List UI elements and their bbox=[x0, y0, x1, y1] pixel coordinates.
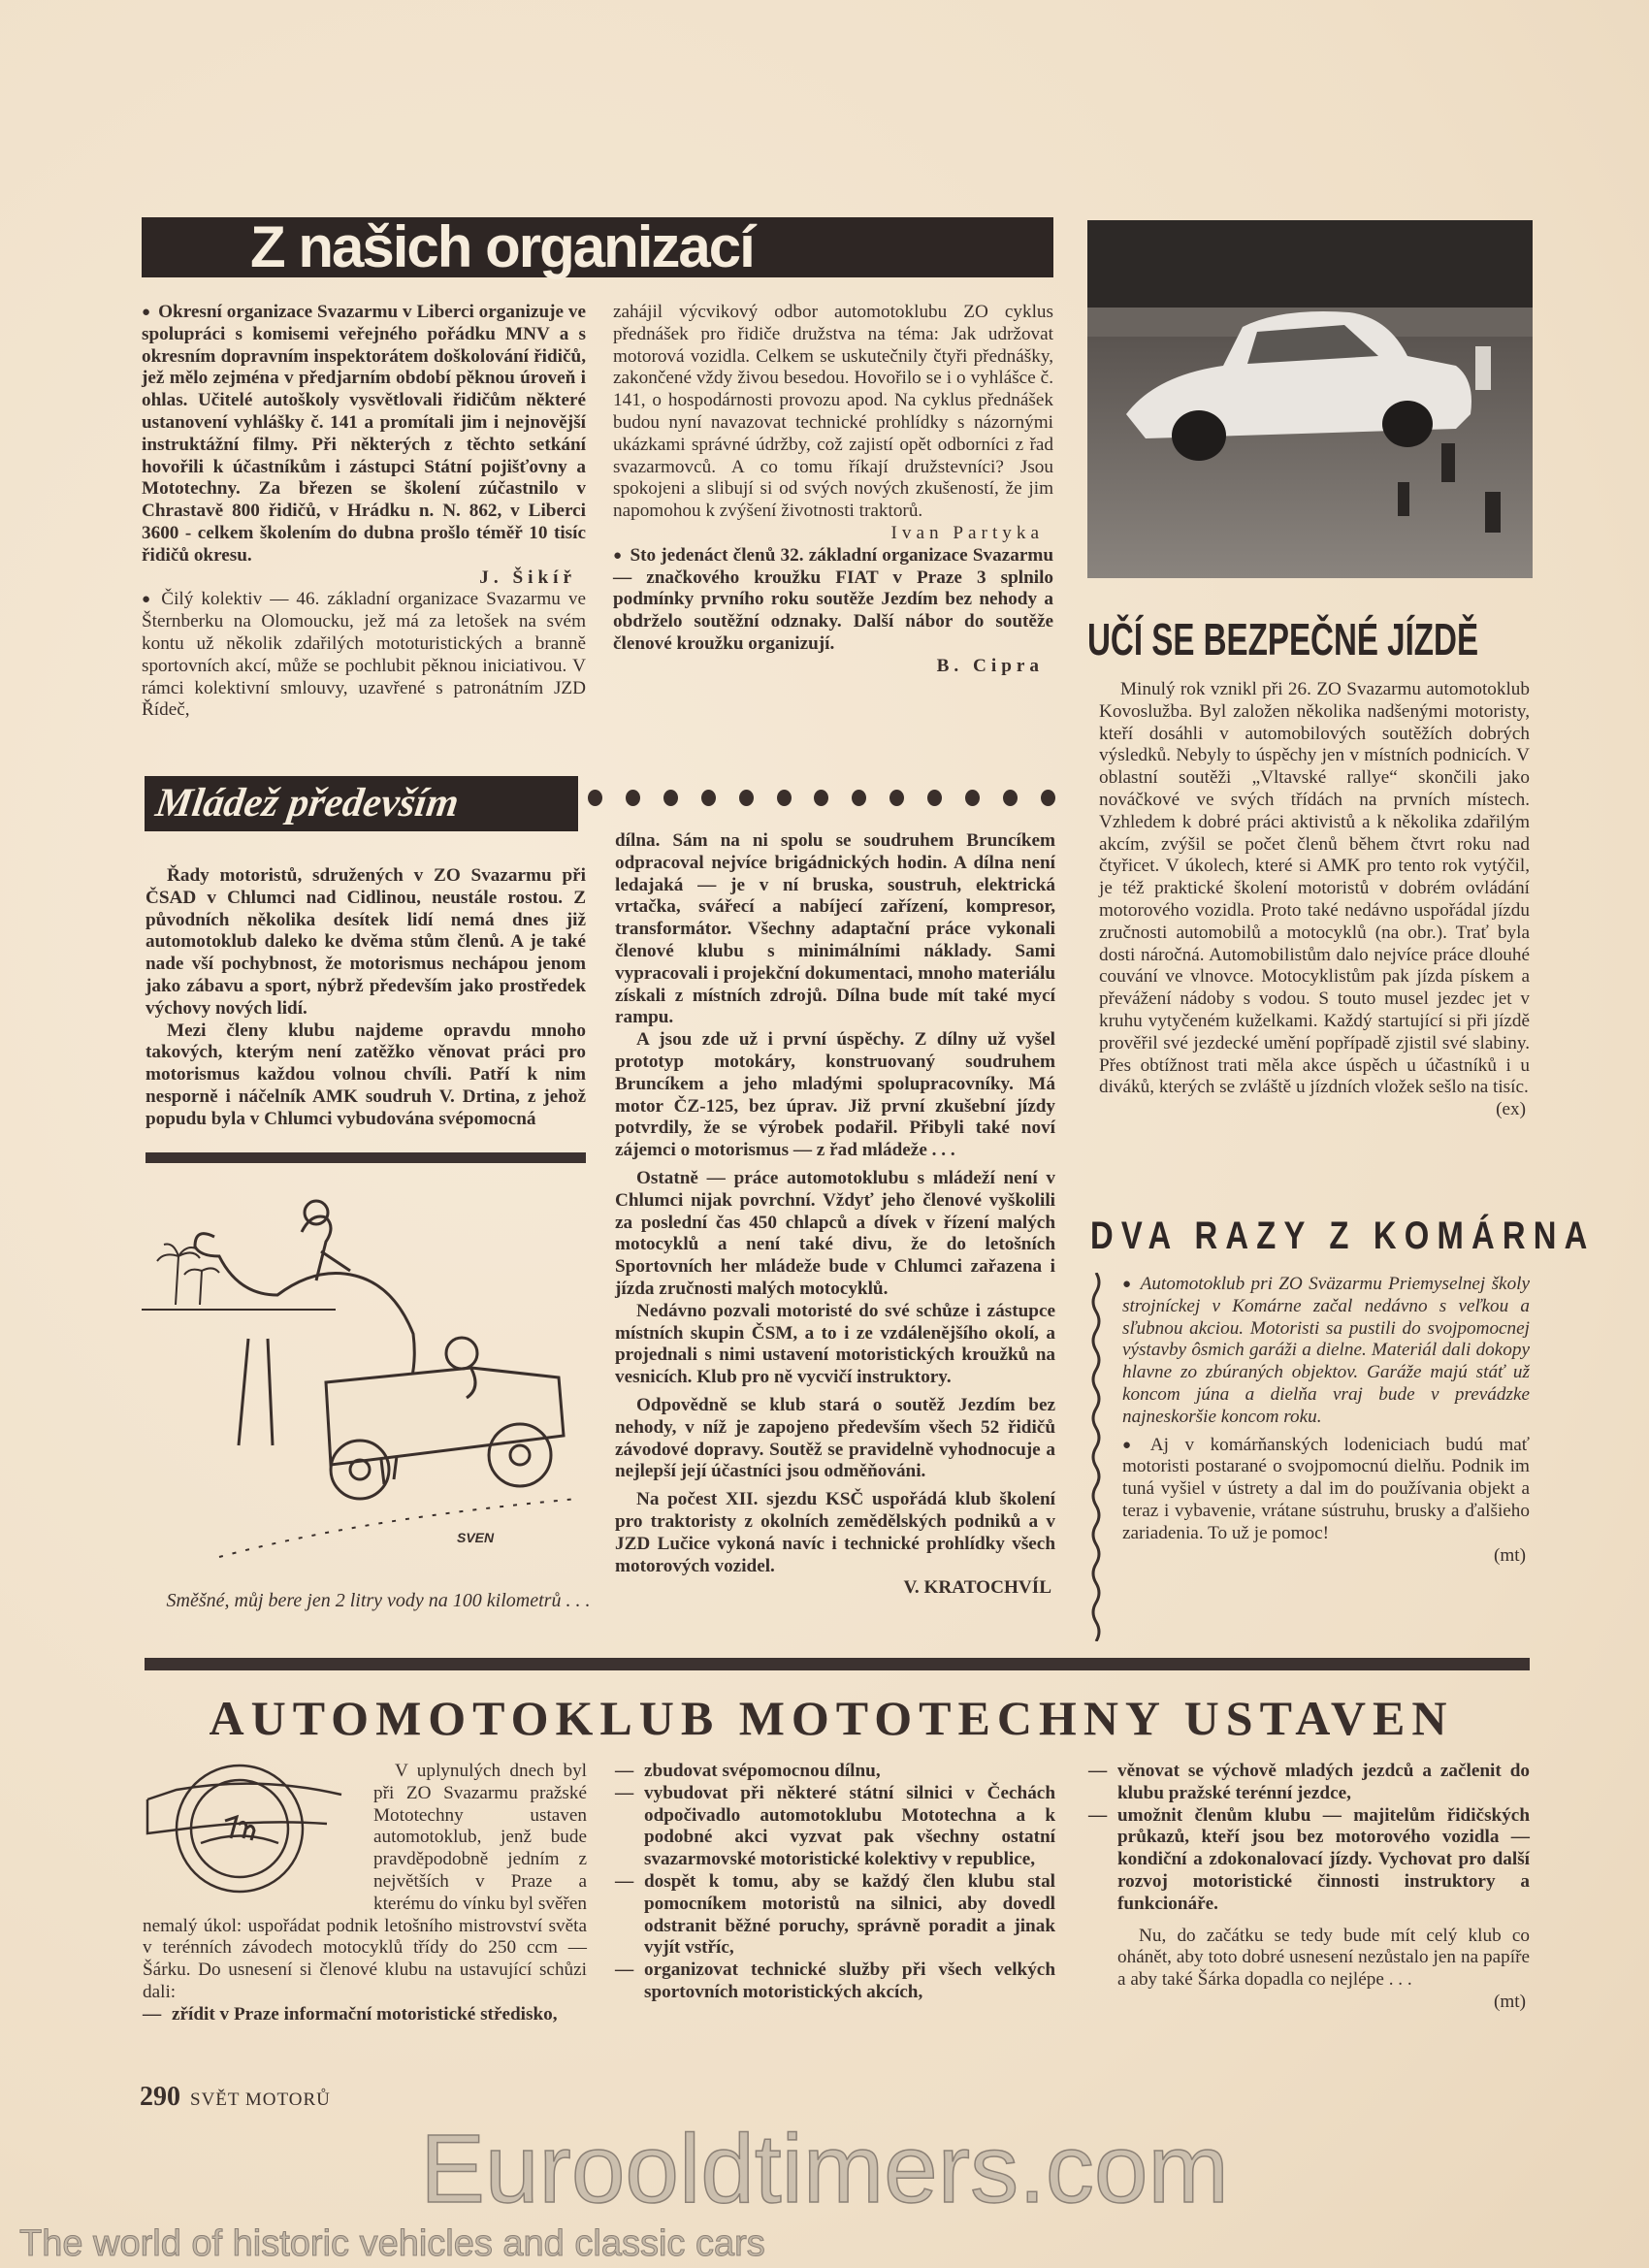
article-text: A jsou zde už i první úspěchy. Z dílny už vyšel prototyp motokáry, konstruovaný soudruhem Bruncíkem a jeho mladými spolupracovníky. Má motor ČZ-125, bez úprav. Již první zkušební jízdy potvrdily, že se výrobek podařil. Přibyli také noví zájemci o motorismus — z řad mládeže . . . bbox=[615, 1029, 1055, 1161]
resolution-item: — dospět k tomu, aby se každý člen klubu stal pomocníkem motoristů na silnici, aby dovedl odstranit běžné poruchy, správně poradit a jinak vyjít vstříc, bbox=[615, 1870, 1055, 1959]
article-text: dílna. Sám na ni spolu se soudruhem Bruncíkem odpracoval nejvíce brigádnických hodin. A dílna není ledajaká — je v ní bruska, soustruh, elektrická vrtačka, svářecí a nabíjecí zařízení, kompresor, transformátor. Všechny adaptační práce vykonali členové klubu s minimálními náklady. Sami vypracovali i projekční dokumentaci, mnoho materiálu získali z místních zdrojů. Dílna bude mít také mycí rampu. bbox=[615, 830, 1055, 1028]
automotoklub-title: AUTOMOTOKLUB MOTOTECHNY USTAVEN bbox=[209, 1691, 1454, 1745]
article-text: Nu, do začátku se tedy bude mít celý klub co ohánět, aby toto dobré usnesení nezůstalo jen na papíře a aby také Šárka dopadla co nejlépe . . . bbox=[1117, 1925, 1530, 1991]
bullet-icon: ● bbox=[613, 547, 623, 564]
resolution-item: — zřídit v Praze informační motoristické středisko, bbox=[143, 2003, 558, 2025]
resolution-item: — organizovat technické služby při všech velkých sportovních motoristických akcích, bbox=[615, 1960, 1055, 2002]
youth-column-1 bbox=[146, 865, 586, 1131]
article-text: Automotoklub pri ZO Sväzarmu Priemyselnej školy strojníckej v Komárne začal nedávno s veľkou a sľubnou akciou. Motoristi sa pustili do svojpomocnej výstavby ôsmich garáži a dielne. Materiál dali dokopy hlavne zo zbúraných objektov. Garáže majú stáť už koncom júna a dielňa vraj bude v prevádzke najneskoršie koncom roku. bbox=[1122, 1274, 1531, 1427]
author-signature: (mt) bbox=[1493, 1544, 1526, 1566]
komarno-column bbox=[1122, 1274, 1530, 1567]
magazine-name: SVĚT MOTORŮ bbox=[190, 2090, 331, 2110]
article-text: Ostatně — práce automotoklubu s mládeží není v Chlumci nijak povrchní. Vždyť jeho členové vyškolili za poslední čas 450 chlapců a dívek v řízení malých motocyklů a není také divu, že do letošních Sportovních her mládeže bude v Chlumci zařazena i jízda zručnosti malých motocyklů. bbox=[615, 1167, 1055, 1299]
resolution-item: — zbudovat svépomocnou dílnu, bbox=[615, 1761, 881, 1781]
automotoklub-column-2 bbox=[615, 1761, 1055, 2004]
resolution-item: — vybudovat při některé státní silnici v Čechách odpočivadlo automotoklubu Mototechna a k podobné akci vyzvat pak všechny ostatní svazarmovské motoristické kolektivy v republice, bbox=[615, 1782, 1055, 1870]
page-footer bbox=[140, 2082, 331, 2113]
article-text: zahájil výcvikový odbor automotoklubu ZO cyklus přednášek pro řidiče družstva na téma: Jak udržovat motorová vozidla. Celkem se uskutečnily čtyři přednášky, zakončené vždy živou besedou. Hovořilo se i o vyhlášce č. 141, o hospodárnosti provozu apod. Na cyklus přednášek budou nyní navazovat technické prohlídky s názornými ukázkami správné údržby, což zajistí opět odborníci z řad svazarmovců. A co tomu říkají družstevníci? Jsou spokojeni a slibují si od svých nových zkušeností, že jim napomohou k zvýšení životnosti traktorů. bbox=[613, 302, 1053, 522]
bullet-icon: ● bbox=[1122, 1437, 1143, 1453]
cartoon-illustration bbox=[142, 1179, 598, 1586]
bullet-icon: ● bbox=[1122, 1277, 1133, 1292]
mototechna-logo bbox=[143, 1761, 373, 1901]
article-text: Odpovědně se klub stará o soutěž Jezdím bez nehody, v níž je zapojeno především všech 52 řidičů závodové dopravy. Soutěž se pravidelně vyhodnocuje a nejlepší její účastníci jsou odměňováni. bbox=[615, 1394, 1055, 1482]
organizations-column-2 bbox=[613, 302, 1053, 678]
page-number: 290 bbox=[140, 2082, 180, 2112]
section-banner-title: Z našich organizací bbox=[250, 214, 754, 279]
organizations-column-1 bbox=[142, 302, 586, 722]
article-text: Mezi členy klubu najdeme opravdu mnoho takových, kterým není zatěžko věnovat práci pro motorismus každou volnou chvíli. Patří k nim nesporně i náčelník AMK soudruh V. Drtina, z jehož popudu byla v Chlumci vybudována svépomocná bbox=[146, 1020, 586, 1129]
youth-banner-title: Mládež především bbox=[152, 781, 462, 826]
dot-divider bbox=[588, 790, 1055, 806]
author-signature: B. Cipra bbox=[936, 655, 1044, 676]
automotoklub-column-1 bbox=[143, 1761, 587, 2026]
author-signature: Ivan Partyka bbox=[890, 522, 1044, 543]
article-text: Čilý kolektiv — 46. základní organizace Svazarmu ve Šternberku na Olomoucku, jež má za letošek na svém kontu už několik zdařilých mototuristických a branně sportovních akcí, může se pochlubit pěknou iniciativou. V rámci kolektivní smlouvy, uzavřené s patronátním JZD Řídeč, bbox=[142, 589, 587, 721]
cartoon-caption: Směšné, můj bere jen 2 litry vody na 100 kilometrů . . . bbox=[166, 1590, 591, 1611]
automotoklub-column-3 bbox=[1088, 1761, 1530, 2014]
author-signature: (ex) bbox=[1496, 1099, 1526, 1120]
rally-photo bbox=[1087, 220, 1533, 578]
article-text: Okresní organizace Svazarmu v Liberci organizuje ve spolupráci s komisemi veřejného pořádku MNV a s okresním dopravním inspektorátem doškolování řidičů, jež mělo zejména v předjarním období pěknou úroveň i ohlas. Učitelé autoškoly vysvětlovali řidičům některé ustanovení vyhlášky č. 141 a promítali jim i nejnovější instruktážní filmy. Při některých z těchto setkání hovořili k účastníkům i zástupci Státní pojišťovny a Mototechny. Za březen se školení zúčastnilo v Chrastavě 800 řidičů, v Hrádku n. N. 862, v Liberci 3600 - celkem školením do dubna prošlo téměř 10 tisíc řidičů okresu. bbox=[142, 302, 587, 566]
youth-banner bbox=[145, 776, 578, 831]
wavy-border bbox=[1090, 1273, 1102, 1641]
safe-driving-title: UČÍ SE BEZPEČNÉ JÍZDĚ bbox=[1087, 614, 1479, 664]
komarno-title: DVA RAZY Z KOMÁRNA bbox=[1090, 1215, 1596, 1257]
article-text: Minulý rok vznikl při 26. ZO Svazarmu automotoklub Kovoslužba. Byl založen několika nadšenými motoristy, kteří dosáhli v automobilových soutěžích dobrých výsledků. Nebyly to úspěchy jen v místních podnicích. V oblastní soutěži „Vltavské rallye“ skončili jako nováčkové ve svých třídách na prvních místech. Vzhledem k dobré práci aktivistů a k několika zdařilým akcím, zvýšil se počet členů během čtvrt roku nad čtyřicet. V úkolech, které si AMK pro tento rok vytýčil, je též praktické školení motoristů v dobrém ovládání motorového vozidla. Proto také nedávno uspořádal jízdu zručnosti automobilů a motocyklů (na obr.). Trať byla dosti náročná. Automobilistům dalo nejvíce práce dlouhé couvání ve vlnovce. Motocyklistům pak jízda pískem a převážení nádoby s vodou. S touto musel jezdec jet v kruhu vytyčeném kuželkami. Každý startující si při jízdě prověřil své jezdecké umění popřípadě zjistil své slabiny. Přes obtížnost trati měla akce úspěch u účastníků i u diváků, kterých se zvláště u jízdních vložek sešlo na tisíc. bbox=[1099, 679, 1530, 1098]
rule bbox=[146, 1152, 586, 1163]
article-text: Sto jedenáct členů 32. základní organizace Svazarmu — značkového kroužku FIAT v Praze 3 splnilo podmínky prvního roku soutěže Jezdím bez nehody a obdrželo soutěžní odznaky. Další nábor do soutěže členové kroužku organizují. bbox=[613, 544, 1053, 654]
section-banner bbox=[142, 214, 1053, 279]
article-text: Nedávno pozvali motoristé do své schůze i zástupce místních skupin ČSM, a to i ze vzdálenějšího okolí, a projednali s nimi ustavení motoristických kroužků na vesnicích. Klub pro ně vycvičí instruktory. bbox=[615, 1300, 1055, 1388]
article-text: Aj v komárňanských lodeniciach budú mať motoristi postarané o svojpomocnú dielňu. Podnik im tuná vyšiel v ústrety a dal im do používania objekt a teraz i vybavenie, vrátane sústruhu, brusky a ďalšieho zariadenia. To už je pomoc! bbox=[1122, 1434, 1531, 1543]
watermark-tagline: The world of historic vehicles and classic cars bbox=[19, 2223, 765, 2264]
article-text: V uplynulých dnech byl při ZO Svazarmu pražské Mototechny ustaven automotoklub, jenž bude pravděpodobně jedním z největších v Praze a kterému do vínku byl svěřen nemalý úkol: uspořádat podnik letošního mistrovství světa v terénních závodech motocyklů třídy do 250 ccm — Šárku. Do usnesení si členové klubu na ustavující schůzi dali: bbox=[143, 1761, 587, 2002]
youth-column-2 bbox=[615, 830, 1055, 1600]
author-signature: J. Šikíř bbox=[479, 567, 576, 588]
resolution-item: — věnovat se výchově mladých jezdců a začlenit do klubu pražské terénní jezdce, bbox=[1088, 1761, 1530, 1803]
author-signature: V. KRATOCHVÍL bbox=[903, 1577, 1051, 1599]
safe-driving-column bbox=[1099, 679, 1530, 1121]
bullet-icon: ● bbox=[142, 592, 154, 608]
resolution-item: — umožnit členům klubu — majitelům řidičských průkazů, kteří jsou bez motorového vozidla — kondiční a zdokonalovací jízdy. Vychovat pro další rozvoj motoristické činnosti instruktory a funkcionáře. bbox=[1088, 1804, 1530, 1914]
author-signature: (mt) bbox=[1493, 1991, 1526, 2012]
article-text: Řady motoristů, sdružených v ZO Svazarmu při ČSAD v Chlumci nad Cidlinou, neustále rostou. Z původních několika desítek lidí nemá dnes již automotoklub daleko ke dvěma stům členů. A je také nade vší pochybnost, že motorismus nechápou jenom jako zábavu a sport, nýbrž především jako prostředek výchovy nových lidí. bbox=[146, 865, 586, 1019]
article-text: Na počest XII. sjezdu KSČ uspořádá klub školení pro traktoristy z okolních zemědělských podniků a v JZD Lučice vykoná navíc i technické prohlídky všech motorových vozidel. bbox=[615, 1489, 1055, 1576]
bullet-icon: ● bbox=[142, 305, 151, 320]
rule bbox=[145, 1658, 1530, 1670]
watermark-site: Eurooldtimers.com bbox=[420, 2115, 1229, 2223]
cartoon-signature: SVEN bbox=[457, 1530, 495, 1545]
